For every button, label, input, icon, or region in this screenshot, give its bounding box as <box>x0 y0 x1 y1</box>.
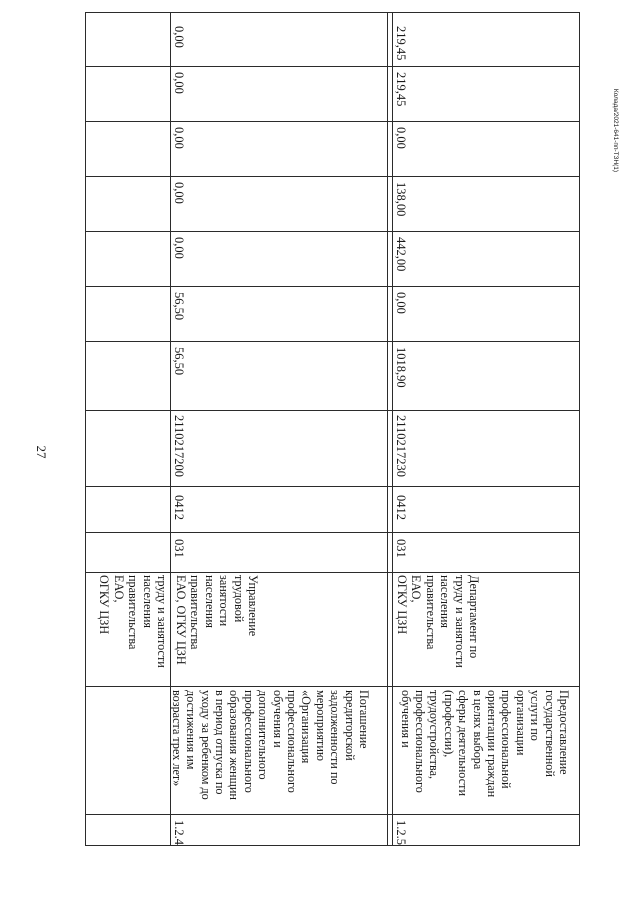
row-1-number: 1.2.4 <box>172 820 186 845</box>
row-2-amount: 442,00 <box>394 237 408 272</box>
column-divider <box>85 66 580 67</box>
budget-table <box>85 12 580 846</box>
row-2-csr: 2110217230 <box>394 415 408 478</box>
column-divider <box>85 486 580 487</box>
column-divider <box>85 532 580 533</box>
row-divider <box>392 12 393 846</box>
row-1-csr: 2110217200 <box>172 415 186 478</box>
column-divider <box>85 121 580 122</box>
table-edge-bottom <box>85 845 580 846</box>
column-divider <box>85 410 580 411</box>
table-edge-top <box>85 12 580 13</box>
row-1-name: Погашение кредиторской задолженности по мероприятию «Организация профессионального обучения и дополнительного профессионального образования женщин в период отпуска по уходу за ребенком до достижения им возраста трех лет» <box>169 690 371 800</box>
table-edge-right <box>579 12 580 846</box>
column-divider <box>85 176 580 177</box>
row-2-amount: 1018,90 <box>394 347 408 388</box>
row-2-number: 1.2.5 <box>394 820 408 845</box>
row-1-amount: 56,50 <box>172 347 186 376</box>
row-1-amount: 56,50 <box>172 292 186 321</box>
column-divider <box>85 814 580 815</box>
row-1-grbs: 031 <box>172 539 186 558</box>
row-2-name: Предоставление государственной услуги по организации профессиональной ориентации граждан в целях выбора сферы деятельности (профессии), трудоустройства, профессионального обучения и <box>398 690 571 798</box>
column-divider <box>85 572 580 573</box>
row-2-amount: 0,00 <box>394 292 408 314</box>
row-1-rzpr: 0412 <box>172 495 186 520</box>
row-2-amount: 219,45 <box>394 26 408 61</box>
row-1-amount: 0,00 <box>172 26 186 48</box>
column-divider <box>85 231 580 232</box>
row-1-amount: 0,00 <box>172 237 186 259</box>
row-2-amount: 0,00 <box>394 127 408 149</box>
row-1-amount: 0,00 <box>172 182 186 204</box>
table-edge-left <box>85 12 86 846</box>
side-note-text: Колада/2021-641-пп-ТЗН(1) <box>612 88 620 172</box>
row-1-amount: 0,00 <box>172 72 186 94</box>
page-number: 27 <box>34 445 49 459</box>
document-side-note <box>606 70 626 190</box>
row-2-amount: 219,45 <box>394 72 408 107</box>
row-2-executor: Департамент по труду и занятости населения правительства ЕАО, ОГКУ ЦЗН <box>394 575 481 668</box>
row-2-grbs: 031 <box>394 539 408 558</box>
row-divider <box>387 12 388 846</box>
row-1-executor: Управление трудовой занятости населения правительства ЕАО, ОГКУ ЦЗН <box>173 575 260 665</box>
header-executor-text: труду и занятости населения правительства ЕАО, ОГКУ ЦЗН <box>97 575 169 668</box>
column-divider <box>85 686 580 687</box>
column-divider <box>85 286 580 287</box>
row-2-amount: 138,00 <box>394 182 408 217</box>
row-2-rzpr: 0412 <box>394 495 408 520</box>
column-divider <box>85 341 580 342</box>
row-1-amount: 0,00 <box>172 127 186 149</box>
